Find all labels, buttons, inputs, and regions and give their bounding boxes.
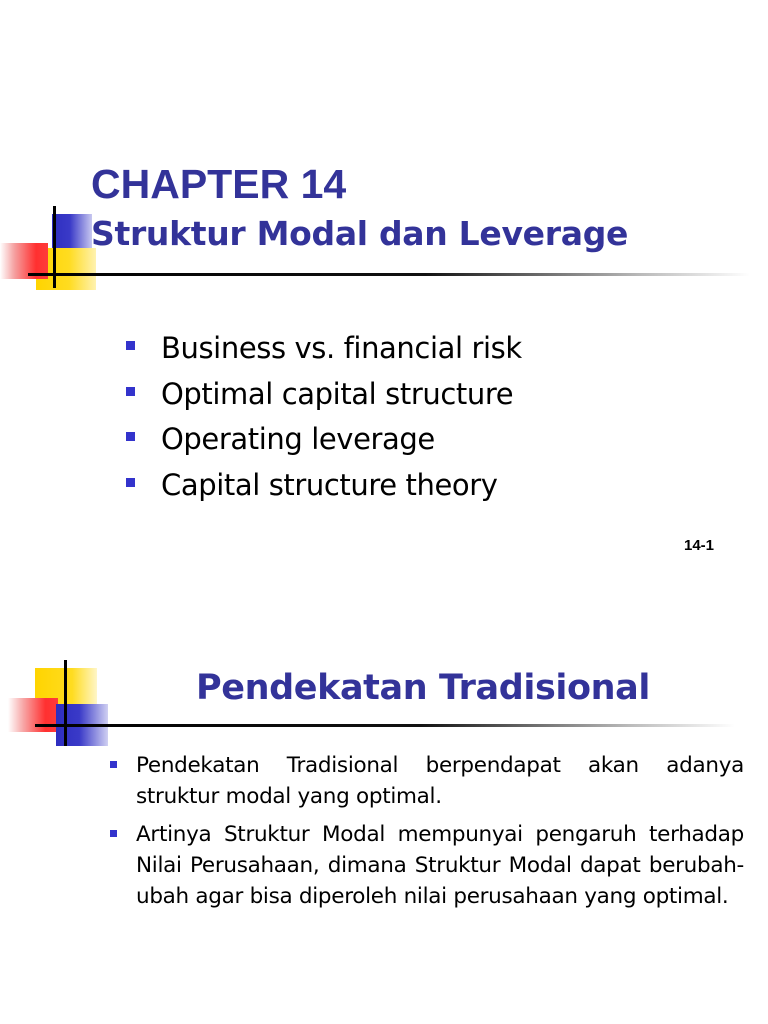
list-item-text: Artinya Struktur Modal mempunyai pengaruh terhadap Nilai Perusahaan, dimana Struktur Modal dapat berubah-ubah agar bisa diperoleh nilai perusahaan yang optimal. bbox=[136, 822, 744, 909]
list-item bbox=[108, 819, 744, 912]
square-bullet-icon bbox=[126, 387, 135, 396]
chapter-heading: CHAPTER 14 bbox=[91, 161, 347, 207]
list-item bbox=[124, 372, 522, 418]
slide-number: 14-1 bbox=[684, 537, 715, 554]
topic-list bbox=[124, 326, 522, 508]
list-item-text: Business vs. financial risk bbox=[161, 331, 522, 365]
list-item-text: Capital structure theory bbox=[161, 467, 498, 502]
list-item-text: Optimal capital structure bbox=[161, 376, 514, 411]
square-bullet-icon bbox=[110, 761, 117, 768]
square-bullet-icon bbox=[126, 432, 135, 441]
list-item-text: Pendekatan Tradisional berpendapat akan adanya struktur modal yang optimal. bbox=[136, 753, 744, 809]
square-bullet-icon bbox=[126, 478, 135, 487]
list-item-text: Operating leverage bbox=[161, 422, 435, 456]
chapter-subtitle: Struktur Modal dan Leverage bbox=[91, 214, 629, 253]
square-bullet-icon bbox=[126, 341, 135, 350]
square-bullet-icon bbox=[110, 830, 117, 837]
list-item bbox=[108, 750, 744, 812]
slide-pendekatan-tradisional bbox=[0, 580, 768, 1024]
slide-title: Pendekatan Tradisional bbox=[195, 668, 650, 708]
title-underline bbox=[35, 724, 735, 727]
list-item bbox=[124, 326, 522, 372]
list-item bbox=[124, 417, 522, 463]
content-list bbox=[108, 750, 744, 919]
title-underline bbox=[28, 273, 750, 276]
list-item bbox=[124, 463, 522, 509]
